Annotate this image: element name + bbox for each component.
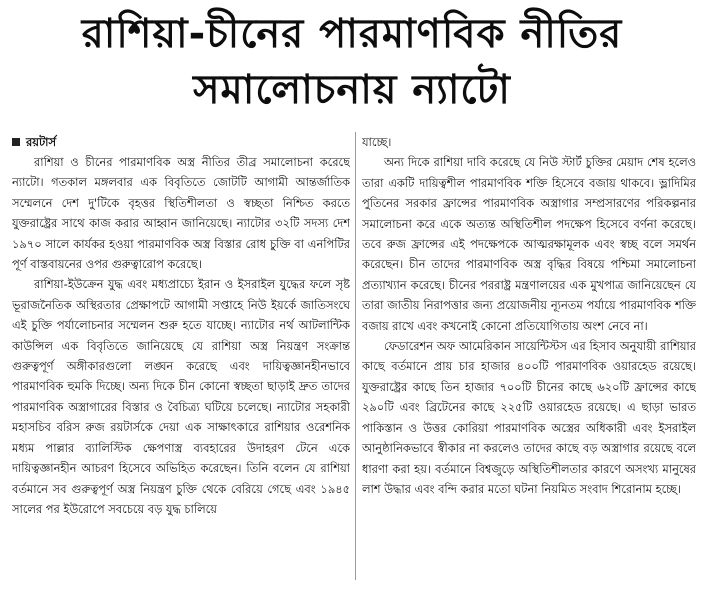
byline-row [12,132,350,152]
headline-line-1: রাশিয়া-চীনের পারমাণবিক নীতির [81,11,623,57]
paragraph: অন্য দিকে রাশিয়া দাবি করেছে যে নিউ স্টার্ট চুক্তির মেয়াদ শেষ হলেও তারা একটি দায়িত্বশীল পারমাণবিক শক্তি হিসেবে বজায় থাকবে। ভ্লাদিমির পুতিনের সরকার ফ্রান্সের পারমাণবিক অস্ত্রাগার সম্প্রসারণের পরিকল্পনার সমালোচনা করে একে অত্যন্ত অস্থিতিশীল পদক্ষেপ হিসেবে বর্ণনা করেছে। তবে রুজ ফ্রান্সের এই পদক্ষেপকে আত্মরক্ষামূলক এবং স্বচ্ছ বলে সমর্থন করেছেন। চীন তাদের পারমাণবিক অস্ত্র বৃদ্ধির বিষয়ে পশ্চিমা সমালোচনা প্রত্যাখ্যান করেছে। চীনের পররাষ্ট্র মন্ত্রণালয়ের এক মুখপাত্র জানিয়েছেন যে তারা জাতীয় নিরাপত্তার জন্য প্রয়োজনীয় ন্যূনতম পর্যায়ে পারমাণবিক শক্তি বজায় রাখে এবং কখনোই কোনো প্রতিযোগিতায় অংশ নেবে না। [362,155,696,333]
article-column-left [12,132,350,584]
paragraph: ফেডারেশন অফ আমেরিকান সায়েন্টিস্টস এর হিসাব অনুযায়ী রাশিয়ার কাছে বর্তমানে প্রায় চার হাজার ৪০০টি পারমাণবিক ওয়ারহেড রয়েছে। যুক্তরাষ্ট্রের কাছে তিন হাজার ৭০০টি চীনের কাছে ৬২০টি ফ্রান্সের কাছে ২৯০টি এবং ব্রিটেনের কাছে ২২৫টি ওয়ারহেড রয়েছে। এ ছাড়া ভারত পাকিস্তান ও উত্তর কোরিয়া পারমাণবিক অস্ত্রের অধিকারী এবং ইসরাইল আনুষ্ঠানিকভাবে স্বীকার না করলেও তাদের কাছে বড় অস্ত্রাগার রয়েছে বলে ধারণা করা হয়। বর্তমানে বিশ্বজুড়ে অস্থিতিশীলতার কারণে অসংখ্য মানুষের লাশ উদ্ধার এবং বন্দি করার মতো ঘটনা নিয়মিত সংবাদ শিরোনাম হচ্ছে। [362,339,696,496]
column-divider [355,132,356,580]
article-column-right [362,132,696,584]
paragraph: রাশিয়া ও চীনের পারমাণবিক অস্ত্র নীতির তীব্র সমালোচনা করেছে ন্যাটো। গতকাল মঙ্গলবার এক বিবৃতিতে জোটটি আগামী আন্তর্জাতিক সম্মেলনে দেশ দু'টিকে বৃহত্তর স্থিতিশীলতা ও স্বচ্ছতা নিশ্চিত করতে যুক্তরাষ্ট্রের সাথে কাজ করার আহ্বান জানিয়েছে। ন্যাটোর ৩২টি সদস্য দেশ ১৯৭০ সালে কার্যকর হওয়া পারমাণবিক অস্ত্র বিস্তার রোধ চুক্তি বা এনপিটির পূর্ণ বাস্তবায়নের ওপর গুরুত্বারোপ করেছে। [12,155,350,272]
square-bullet-icon [12,138,20,146]
byline: রয়টার্স [26,134,57,149]
headline-line-2: সমালোচনায় ন্যাটো [193,67,511,113]
paragraph: যাচ্ছে। [362,135,392,149]
paragraph: রাশিয়া-ইউক্রেন যুদ্ধ এবং মধ্যপ্রাচ্যে ইরান ও ইসরাইল যুদ্ধের ফলে সৃষ্ট ভূরাজনৈতিক অস্থিরতার প্রেক্ষাপটে আগামী সপ্তাহে নিউ ইয়র্কে জাতিসংঘে এই চুক্তি পর্যালোচনার সম্মেলন শুরু হতে যাচ্ছে। ন্যাটোর নর্থ আটলান্টিক কাউন্সিল এক বিবৃতিতে জানিয়েছে যে রাশিয়া অস্ত্র নিয়ন্ত্রণ সংক্রান্ত গুরুত্বপূর্ণ অঙ্গীকারগুলো লঙ্ঘন করেছে এবং দায়িত্বজ্ঞানহীনভাবে পারমাণবিক হুমকি দিচ্ছে। অন্য দিকে চীন কোনো স্বচ্ছতা ছাড়াই দ্রুত তাদের পারমাণবিক অস্ত্রাগারের বিস্তার ও বৈচিত্র্য ঘটিয়ে চলেছে। ন্যাটোর সহকারী মহাসচিব বরিস রুজ রয়টার্সকে দেয়া এক সাক্ষাৎকারে রাশিয়ার ওরেশনিক মধ্যম পাল্লার ব্যালিস্টিক ক্ষেপণাস্ত্র ব্যবহারের উদাহরণ টেনে একে দায়িত্বজ্ঞানহীন আচরণ হিসেবে অভিহিত করেছেন। তিনি বলেন যে রাশিয়া বর্তমানে সব গুরুত্বপূর্ণ অস্ত্র নিয়ন্ত্রণ চুক্তি থেকে বেরিয়ে গেছে এবং ১৯৪৫ সালের পর ইউরোপে সবচেয়ে বড় যুদ্ধ চালিয়ে [12,277,350,516]
